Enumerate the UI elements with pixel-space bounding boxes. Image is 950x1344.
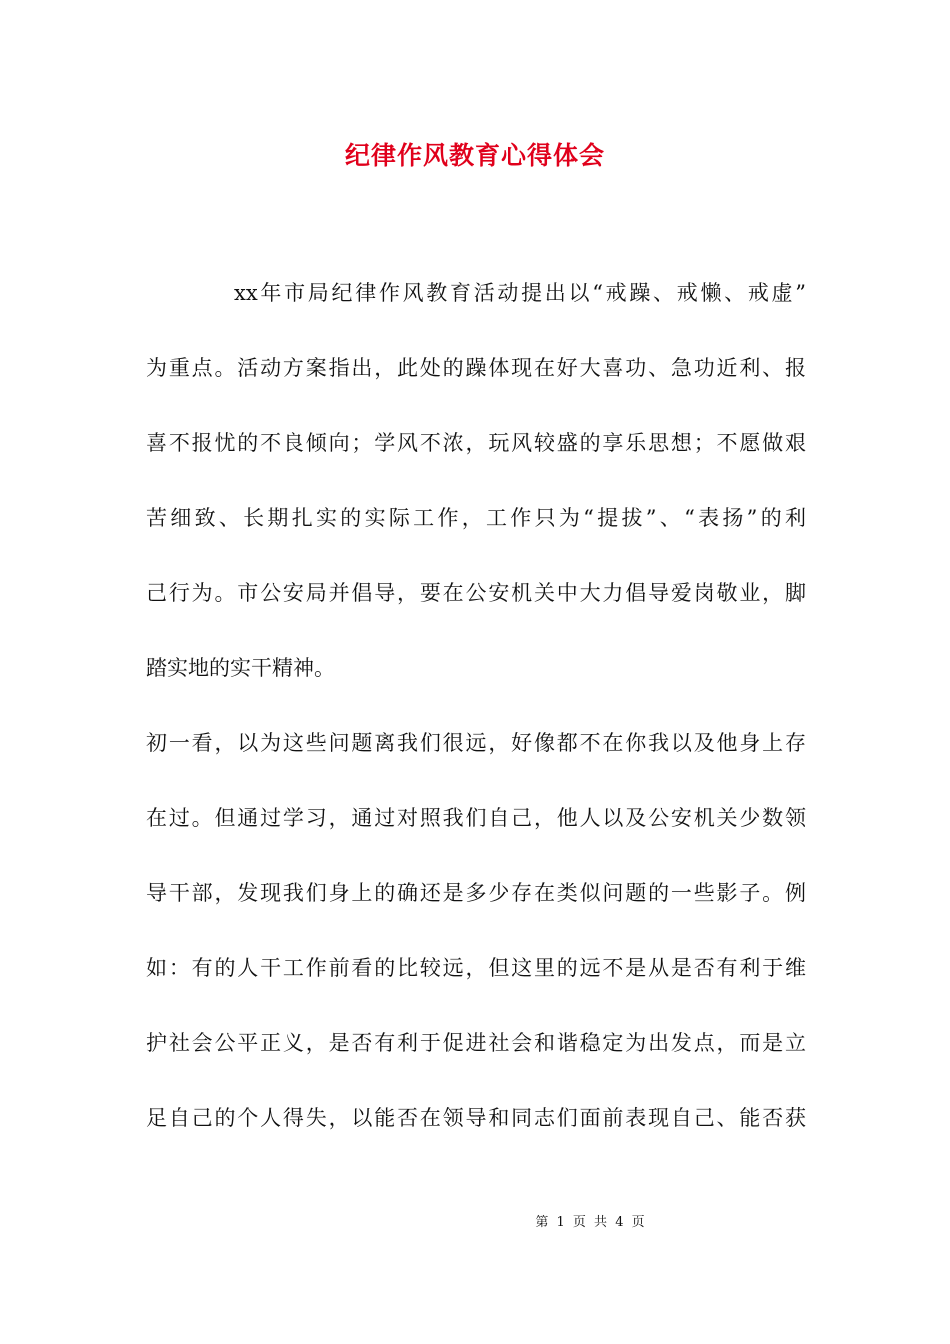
paragraph-line: 己行为。市公安局并倡导，要在公安机关中大力倡导爱岗敬业，脚: [146, 581, 806, 605]
paragraph-2: [146, 706, 806, 1156]
paragraph-line: 护社会公平正义，是否有利于促进社会和谐稳定为出发点，而是立: [146, 1031, 806, 1055]
paragraph-line: 如：有的人干工作前看的比较远，但这里的远不是从是否有利于维: [146, 956, 806, 980]
paragraph-line: xx年市局纪律作风教育活动提出以“戒躁、戒懒、戒虚”: [234, 281, 806, 305]
document-title: 纪律作风教育心得体会: [344, 141, 605, 170]
paragraph-line: 踏实地的实干精神。: [146, 656, 335, 680]
paragraph-line: 为重点。活动方案指出，此处的躁体现在好大喜功、急功近利、报: [146, 356, 806, 380]
paragraph-line: 导干部，发现我们身上的确还是多少存在类似问题的一些影子。例: [146, 881, 806, 905]
paragraph-line: 苦细致、长期扎实的实际工作，工作只为“提拔”、“表扬”的利: [146, 506, 806, 530]
paragraph-line: 足自己的个人得失，以能否在领导和同志们面前表现自己、能否获: [146, 1106, 806, 1130]
paragraph-line: 在过。但通过学习，通过对照我们自己，他人以及公安机关少数领: [146, 806, 806, 830]
page-number-footer: 第 1 页 共 4 页: [535, 1215, 645, 1230]
paragraph-line: 喜不报忧的不良倾向；学风不浓，玩风较盛的享乐思想；不愿做艰: [146, 431, 806, 455]
paragraph-1: [146, 256, 806, 706]
paragraph-line: 初一看，以为这些问题离我们很远，好像都不在你我以及他身上存: [146, 731, 806, 755]
